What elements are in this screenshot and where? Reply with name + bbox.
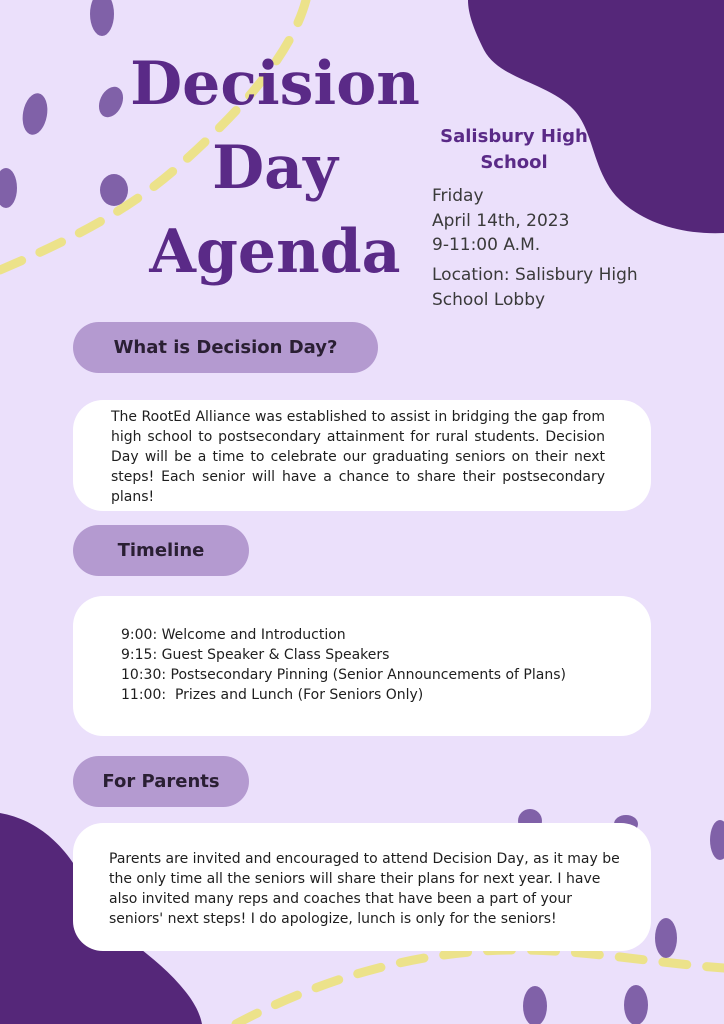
school-name: Salisbury High School	[440, 126, 588, 173]
event-location: Location: Salisbury High School Lobby	[432, 265, 638, 310]
dot	[94, 83, 127, 121]
timeline-item: 9:15: Guest Speaker & Class Speakers	[121, 647, 390, 663]
timeline-heading: Timeline	[73, 525, 249, 576]
for-parents-heading: For Parents	[73, 756, 249, 807]
what-is-card: The RootEd Alliance was established to assist in bridging the gap from high school to postsecondary attainment for rural students. Decision Day will be a time to celebrate our graduating seniors on their next steps! Each senior will have a chance to share their postsecondary plans!	[73, 400, 651, 511]
title-line-2: Day	[212, 133, 338, 203]
event-date: April 14th, 2023	[432, 210, 570, 231]
event-time: 9-11:00 A.M.	[432, 235, 541, 255]
page-title	[130, 42, 420, 294]
title-line-3: Agenda	[149, 217, 401, 287]
dot	[100, 174, 128, 206]
dashed-trail-bottom	[236, 950, 724, 1024]
dot	[0, 168, 17, 208]
dot	[710, 820, 724, 860]
timeline-item: 9:00: Welcome and Introduction	[121, 627, 346, 643]
timeline-item: 11:00: Prizes and Lunch (For Seniors Only)	[121, 687, 424, 703]
what-is-heading: What is Decision Day?	[73, 322, 378, 373]
dot	[523, 986, 547, 1024]
timeline-card	[73, 596, 651, 736]
dot	[20, 91, 51, 137]
event-day: Friday	[432, 186, 484, 206]
event-datetime	[432, 184, 692, 258]
dot	[90, 0, 114, 36]
dot	[655, 918, 677, 958]
for-parents-card: Parents are invited and encouraged to attend Decision Day, as it may be the only time all the seniors will share their plans for next year. I have also invited many reps and coaches that have been a part of your seniors' next steps! I do apologize, lunch is only for the seniors!	[73, 823, 651, 951]
title-line-1: Decision	[130, 49, 420, 119]
dot	[624, 985, 648, 1024]
timeline-item: 10:30: Postsecondary Pinning (Senior Announcements of Plans)	[121, 667, 566, 683]
